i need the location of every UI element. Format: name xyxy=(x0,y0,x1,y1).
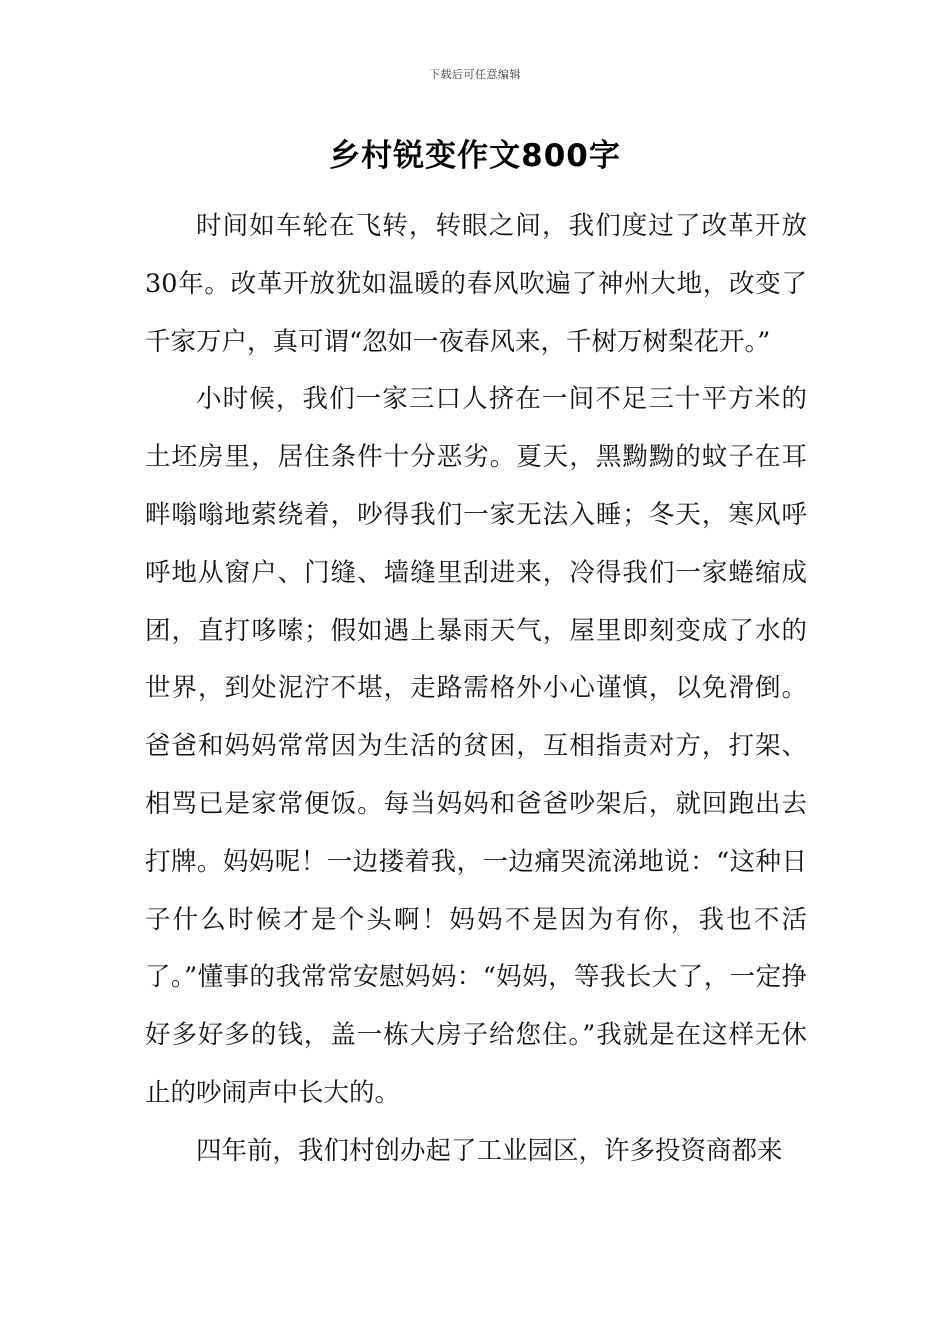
paragraph-2: 小时候，我们一家三口人挤在一间不足三十平方米的土坯房里，居住条件十分恶劣。夏天，黑黝黝的蚊子在耳畔嗡嗡地萦绕着，吵得我们一家无法入睡；冬天，寒风呼呼地从窗户、门缝、墙缝里刮进来，冷得我们一家蜷缩成团，直打哆嗦；假如遇上暴雨天气，屋里即刻变成了水的世界，到处泥泞不堪，走路需格外小心谨慎，以免滑倒。爸爸和妈妈常常因为生活的贫困，互相指责对方，打架、相骂已是家常便饭。每当妈妈和爸爸吵架后，就回跑出去打牌。妈妈呢！一边搂着我，一边痛哭流涕地说：“这种日子什么时候才是个头啊！妈妈不是因为有你，我也不活了。”懂事的我常常安慰妈妈：“妈妈，等我长大了，一定挣好多好多的钱，盖一栋大房子给您住。”我就是在这样无休止的吵闹声中长大的。 xyxy=(145,384,807,1108)
paragraph-1: 时间如车轮在飞转，转眼之间，我们度过了改革开放30年。改革开放犹如温暖的春风吹遍了神州大地，改变了千家万户，真可谓“忽如一夜春风来，千树万树梨花开。” xyxy=(145,211,807,357)
page-title: 乡村锐变作文800字 xyxy=(329,138,621,174)
essay-body xyxy=(145,198,807,1181)
header-note: 下载后可任意编辑 xyxy=(429,68,521,81)
paragraph-3: 四年前，我们村创办起了工业园区，许多投资商都来 xyxy=(196,1135,783,1166)
